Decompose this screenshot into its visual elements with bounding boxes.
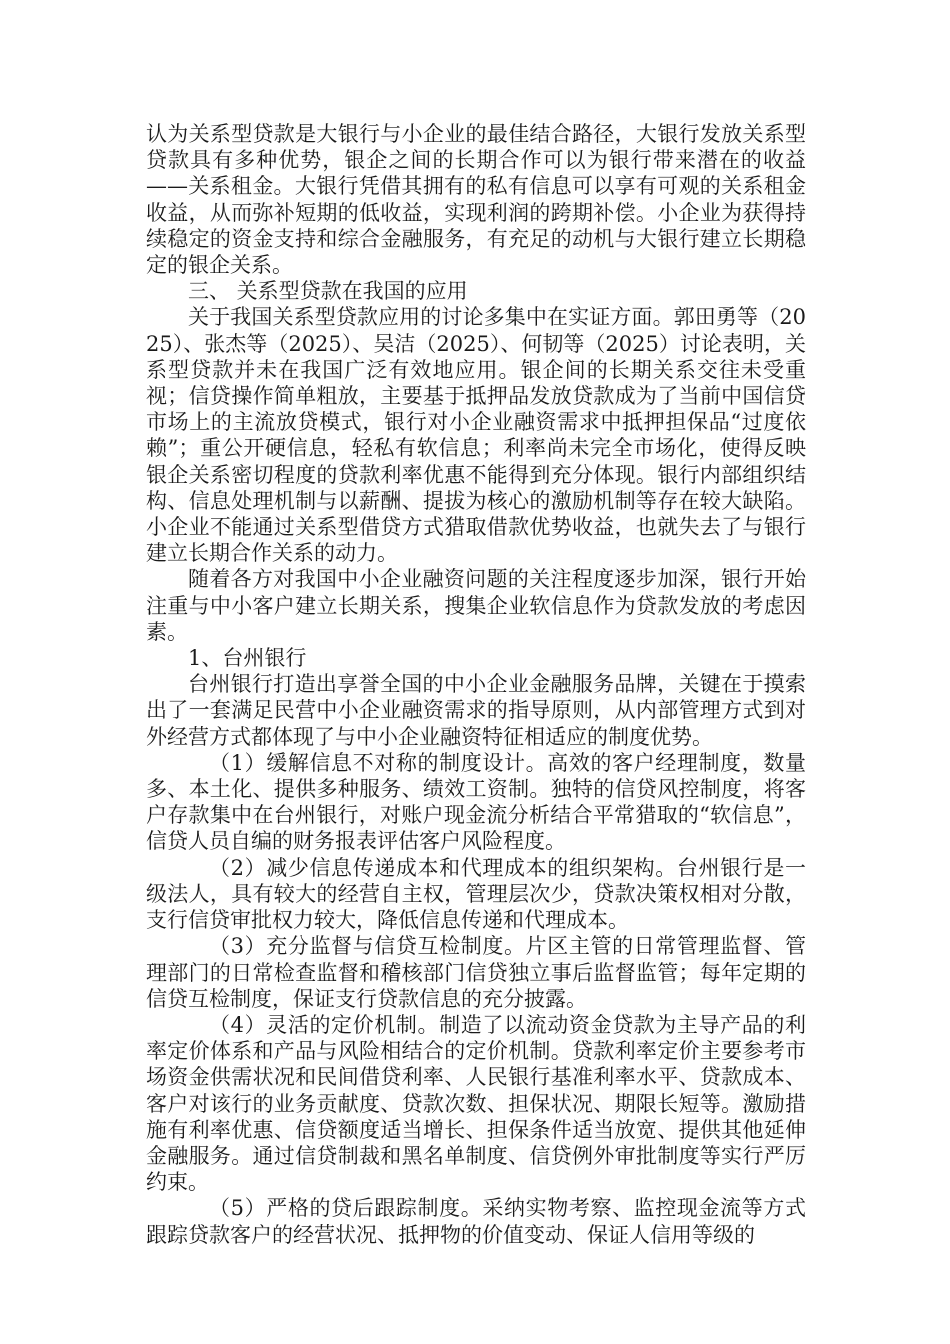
paragraph-sme-attention: 随着各方对我国中小企业融资问题的关注程度逐步加深，银行开始注重与中小客户建立长期关系，搜集企业软信息作为贷款发放的考虑因素。 [146, 567, 806, 644]
document-body [146, 121, 806, 1248]
subheading-taizhou-bank: 1、台州银行 [188, 646, 307, 671]
list-item-1: （1）缓解信息不对称的制度设计。高效的客户经理制度，数量多、本土化、提供多种服务、绩效工资制。独特的信贷风控制度，将客户存款集中在台州银行，对账户现金流分析结合平常猎取的“软信息”，信贷人员自编的财务报表评估客户风险程度。 [146, 750, 806, 854]
paragraph-domestic-application: 关于我国关系型贷款应用的讨论多集中在实证方面。郭田勇等（2025）、张杰等（2025）、吴洁（2025）、何韧等（2025）讨论表明，关系型贷款并未在我国广泛有效地应用。银企间的长期关系交往未受重视；信贷操作简单粗放，主要基于抵押品发放贷款成为了当前中国信贷市场上的主流放贷模式，银行对小企业融资需求中抵押担保品“过度依赖”；重公开硬信息，轻私有软信息；利率尚未完全市场化，使得反映银企关系密切程度的贷款利率优惠不能得到充分体现。银行内部组织结构、信息处理机制与以薪酬、提拔为核心的激励机制等存在较大缺陷。小企业不能通过关系型借贷方式猎取借款优势收益，也就失去了与银行建立长期合作关系的动力。 [146, 305, 806, 566]
section-heading-3: 三、 关系型贷款在我国的应用 [188, 279, 468, 304]
paragraph-taizhou-intro: 台州银行打造出享誉全国的中小企业金融服务品牌，关键在于摸索出了一套满足民营中小企业融资需求的指导原则，从内部管理方式到对外经营方式都体现了与中小企业融资特征相适应的制度优势。 [146, 672, 806, 749]
list-item-2: （2）减少信息传递成本和代理成本的组织架构。台州银行是一级法人，具有较大的经营自主权，管理层次少，贷款决策权相对分散，支行信贷审批权力较大，降低信息传递和代理成本。 [146, 855, 806, 933]
list-item-4: （4）灵活的定价机制。制造了以流动资金贷款为主导产品的利率定价体系和产品与风险相结合的定价机制。贷款利率定价主要参考市场资金供需状况和民间借贷利率、人民银行基准利率水平、贷款成本、客户对该行的业务贡献度、贷款次数、担保状况、期限长短等。激励措施有利率优惠、信贷额度适当增长、担保条件适当放宽、提供其他延伸金融服务。通过信贷制裁和黑名单制度、信贷例外审批制度等实行严厉约束。 [146, 1012, 806, 1195]
list-item-3: （3）充分监督与信贷互检制度。片区主管的日常管理监督、管理部门的日常检查监督和稽核部门信贷独立事后监督监管；每年定期的信贷互检制度，保证支行贷款信息的充分披露。 [146, 934, 806, 1011]
list-item-5: （5）严格的贷后跟踪制度。采纳实物考察、监控现金流等方式跟踪贷款客户的经营状况、抵押物的价值变动、保证人信用等级的 [146, 1196, 806, 1247]
paragraph-relationship-loan-advantages: 认为关系型贷款是大银行与小企业的最佳结合路径，大银行发放关系型贷款具有多种优势，银企之间的长期合作可以为银行带来潜在的收益——关系租金。大银行凭借其拥有的私有信息可以享有可观的关系租金收益，从而弥补短期的低收益，实现利润的跨期补偿。小企业为获得持续稳定的资金支持和综合金融服务，有充足的动机与大银行建立长期稳定的银企关系。 [146, 122, 806, 278]
